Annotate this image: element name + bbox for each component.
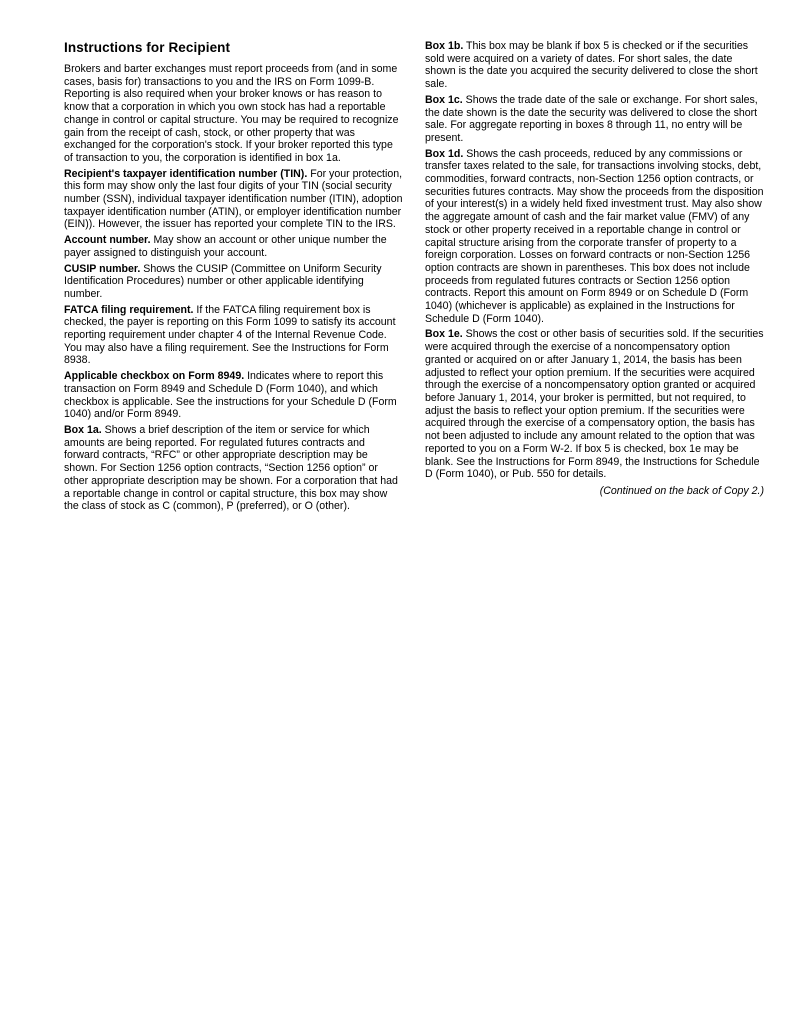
paragraph-text: May show an account or other unique number the payer assigned to distinguish your account. <box>64 234 387 259</box>
paragraph-lead: Box 1c. <box>425 93 463 106</box>
paragraph-lead: FATCA filing requirement. <box>64 303 194 316</box>
paragraph-text: Shows the cost or other basis of securities sold. If the securities were acquired through the exercise of a noncompensatory option granted or acquired on or after January 1, 2014, the basis has been adjusted to reflect your option premium. If the securities were acquired through the exercise of a noncompensatory option granted or acquired before January 1, 2014, your broker is permitted, but not required, to adjust the basis to reflect your option premium. If the securities were acquired through the exercise of a compensatory option, the basis has not been adjusted to include any amount related to the option that was reported to you on a Form W-2. If box 5 is checked, box 1e may be blank. See the Instructions for Form 8949, the Instructions for Schedule D (Form 1040), or Pub. 550 for details. <box>425 328 764 481</box>
paragraph-text: Indicates where to report this transaction on Form 8949 and Schedule D (Form 1040), and which checkbox is applicable. See the instructions for your Schedule D (Form 1040) and/or Form 8949. <box>64 370 397 421</box>
paragraph-text: Shows the trade date of the sale or exchange. For short sales, the date shown is the date the security was delivered to close the short sale. For aggregate reporting in boxes 8 through 11, no entry will be present. <box>425 93 758 144</box>
paragraph-lead: Applicable checkbox on Form 8949. <box>64 370 245 383</box>
paragraph-box-1d <box>425 148 764 326</box>
right-column <box>425 40 764 498</box>
paragraph-lead: Box 1e. <box>425 328 463 341</box>
paragraph-text: For your protection, this form may show only the last four digits of your TIN (social security number (SSN), individual taxpayer identification number (ITIN), adoption taxpayer identification number (ATIN), or employer identification number (EIN)). However, the issuer has reported your complete TIN to the IRS. <box>64 167 403 231</box>
paragraph-lead: Box 1d. <box>425 147 464 160</box>
paragraph-lead: Box 1b. <box>425 40 464 52</box>
paragraph-text: Shows the cash proceeds, reduced by any commissions or transfer taxes related to the sale, for transactions involving stocks, debt, commodities, forward contracts, non-Section 1256 option contracts, or securities futures contracts. May show the proceeds from the disposition of your interest(s) in a widely held fixed investment trust. May also show the aggregate amount of cash and the fair market value (FMV) of any stock or other property received in a reportable change in control or capital structure arising from the corporate transfer of property to a foreign corporation. Losses on forward contracts or non-Section 1256 option contracts are shown in parentheses. This box does not include proceeds from regulated futures contracts or Section 1256 option contracts. Report this amount on Form 8949 or on Schedule D (Form 1040) (whichever is applicable) as explained in the Instructions for Schedule D (Form 1040). <box>425 147 764 325</box>
paragraph-box-1b <box>425 40 764 91</box>
page-title: Instructions for Recipient <box>64 40 231 55</box>
intro-paragraph <box>64 63 403 165</box>
paragraph-text: Shows a brief description of the item or service for which amounts are being reported. For regulated futures contracts and forward contracts, “RFC” or other appropriate description may be shown. For Section 1256 option contracts, “Section 1256 option” or other appropriate description may be shown. For a corporation that had a reportable change in control or capital structure, this box may show the class of stock as C (common), P (preferred), or O (other). <box>64 423 398 513</box>
two-column-layout <box>0 0 800 516</box>
paragraph-lead: Account number. <box>64 234 151 247</box>
paragraph-applicable-checkbox <box>64 370 403 421</box>
paragraph-account-number <box>64 234 403 259</box>
continued-note: (Continued on the back of Copy 2.) <box>599 484 764 497</box>
paragraph-text: If the FATCA filing requirement box is checked, the payer is reporting on this Form 1099 to satisfy its account reporting requirement under chapter 4 of the Internal Revenue Code. You may also have a filing requirement. See the Instructions for Form 8938. <box>64 303 396 367</box>
paragraph-lead: Box 1a. <box>64 423 102 436</box>
paragraph-fatca-filing <box>64 304 403 368</box>
paragraph-text: This box may be blank if box 5 is checked or if the securities sold were acquired on a variety of dates. For short sales, the date shown is the date you acquired the security delivered to close the short sale. <box>425 40 758 91</box>
paragraph-text: Brokers and barter exchanges must report proceeds from (and in some cases, basis for) transactions to you and the IRS on Form 1099-B. Reporting is also required when your broker knows or has reason to know that a corporation in which you own stock has had a reportable change in control or capital structure. You may be required to recognize gain from the receipt of cash, stock, or other property that was exchanged for the corporation's stock. If your broker reported this type of transaction to you, the corporation is identified in box 1a. <box>64 63 399 164</box>
paragraph-box-1c <box>425 94 764 145</box>
paragraph-lead: Recipient's taxpayer identification number (TIN). <box>64 167 308 180</box>
paragraph-recipient-tin <box>64 168 403 232</box>
paragraph-box-1e <box>425 328 764 480</box>
paragraph-cusip-number <box>64 263 403 301</box>
paragraph-text: Shows the CUSIP (Committee on Uniform Security Identification Procedures) number or other applicable identifying number. <box>64 262 382 300</box>
paragraph-lead: CUSIP number. <box>64 262 141 275</box>
paragraph-box-1a <box>64 424 403 513</box>
left-column <box>64 40 403 516</box>
